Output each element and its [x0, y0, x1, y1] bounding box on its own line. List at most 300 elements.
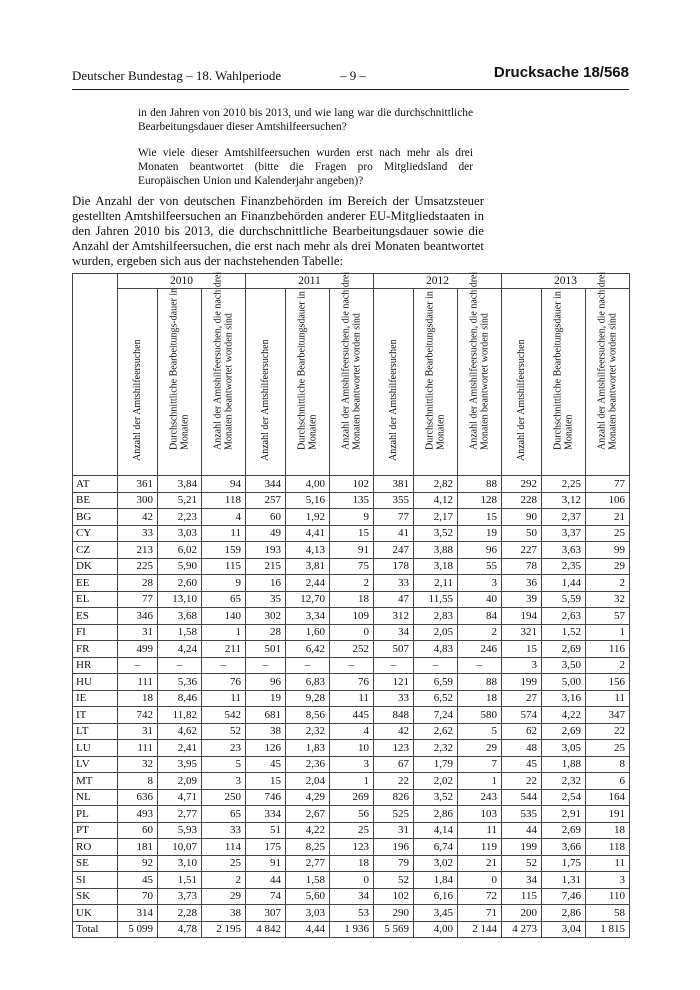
value-cell: 78 — [502, 558, 542, 575]
value-cell: 3 — [586, 872, 630, 889]
value-cell: 11,55 — [414, 591, 458, 608]
value-cell: 250 — [202, 789, 246, 806]
value-cell: 3,04 — [542, 921, 586, 938]
column-header — [414, 289, 458, 476]
value-cell: 2,86 — [414, 806, 458, 823]
value-cell: 2,32 — [414, 740, 458, 757]
value-cell: 2,60 — [158, 575, 202, 592]
value-cell: 25 — [586, 525, 630, 542]
value-cell: 111 — [118, 740, 158, 757]
table-row — [73, 641, 630, 658]
value-cell: 681 — [246, 707, 286, 724]
value-cell: 3,73 — [158, 888, 202, 905]
value-cell: 76 — [202, 674, 246, 691]
value-cell: 1 — [458, 773, 502, 790]
value-cell: 38 — [202, 905, 246, 922]
value-cell: – — [458, 657, 502, 674]
column-header-label: Durchschnittliche Bearbeitungsdauer in Monaten — [424, 291, 446, 450]
value-cell: 4,22 — [542, 707, 586, 724]
value-cell: – — [414, 657, 458, 674]
value-cell: 11 — [586, 855, 630, 872]
value-cell: 55 — [458, 558, 502, 575]
value-cell: 381 — [374, 476, 414, 493]
value-cell: 290 — [374, 905, 414, 922]
value-cell: 3,03 — [158, 525, 202, 542]
value-cell: 3,50 — [542, 657, 586, 674]
value-cell: 580 — [458, 707, 502, 724]
value-cell: 8,25 — [286, 839, 330, 856]
value-cell: 4,00 — [286, 476, 330, 493]
value-cell: 5,21 — [158, 492, 202, 509]
value-cell: 36 — [502, 575, 542, 592]
table-row — [73, 855, 630, 872]
value-cell: 41 — [374, 525, 414, 542]
value-cell: 4,83 — [414, 641, 458, 658]
value-cell: 193 — [246, 542, 286, 559]
value-cell: 2,02 — [414, 773, 458, 790]
value-cell: 3,95 — [158, 756, 202, 773]
column-header-row — [73, 289, 630, 476]
value-cell: 77 — [586, 476, 630, 493]
value-cell: 2,05 — [414, 624, 458, 641]
value-cell: 23 — [202, 740, 246, 757]
country-code-cell: SK — [73, 888, 118, 905]
column-header-label: Anzahl der Amtshilfeersuchen — [131, 338, 143, 461]
column-header — [286, 289, 330, 476]
value-cell: 2,28 — [158, 905, 202, 922]
value-cell: 47 — [374, 591, 414, 608]
value-cell: 128 — [458, 492, 502, 509]
country-code-cell: Total — [73, 921, 118, 938]
country-code-cell: RO — [73, 839, 118, 856]
column-header — [458, 271, 502, 476]
column-header — [158, 289, 202, 476]
value-cell: 2,69 — [542, 822, 586, 839]
value-cell: 21 — [586, 509, 630, 526]
value-cell: 115 — [502, 888, 542, 905]
value-cell: 11 — [586, 690, 630, 707]
value-cell: 3,84 — [158, 476, 202, 493]
value-cell: 4,62 — [158, 723, 202, 740]
value-cell: 19 — [458, 525, 502, 542]
value-cell: 2,35 — [542, 558, 586, 575]
value-cell: 52 — [502, 855, 542, 872]
value-cell: 826 — [374, 789, 414, 806]
table-row — [73, 723, 630, 740]
value-cell: 3,37 — [542, 525, 586, 542]
value-cell: 6 — [586, 773, 630, 790]
country-code-cell: LU — [73, 740, 118, 757]
value-cell: 99 — [586, 542, 630, 559]
value-cell: 2,77 — [286, 855, 330, 872]
document-number — [494, 64, 629, 81]
value-cell: 1,84 — [414, 872, 458, 889]
table-row — [73, 905, 630, 922]
value-cell: 243 — [458, 789, 502, 806]
page-header — [72, 64, 629, 92]
value-cell: 196 — [374, 839, 414, 856]
value-cell: 6,59 — [414, 674, 458, 691]
value-cell: 25 — [586, 740, 630, 757]
value-cell: 292 — [502, 476, 542, 493]
value-cell: 88 — [458, 674, 502, 691]
value-cell: 4,24 — [158, 641, 202, 658]
value-cell: 32 — [586, 591, 630, 608]
country-code-cell: PT — [73, 822, 118, 839]
table-row — [73, 624, 630, 641]
value-cell: 2,44 — [286, 575, 330, 592]
value-cell: 2,04 — [286, 773, 330, 790]
value-cell: 215 — [246, 558, 286, 575]
value-cell: 2,62 — [414, 723, 458, 740]
value-cell: 15 — [330, 525, 374, 542]
value-cell: 102 — [374, 888, 414, 905]
value-cell: 269 — [330, 789, 374, 806]
column-header — [542, 289, 586, 476]
value-cell: 2 — [202, 872, 246, 889]
value-cell: 4 — [202, 509, 246, 526]
value-cell: 32 — [118, 756, 158, 773]
value-cell: 0 — [458, 872, 502, 889]
table-row — [73, 740, 630, 757]
table-row — [73, 707, 630, 724]
country-code-cell: AT — [73, 476, 118, 493]
value-cell: 106 — [586, 492, 630, 509]
table-row — [73, 888, 630, 905]
table-row — [73, 525, 630, 542]
value-cell: 34 — [502, 872, 542, 889]
value-cell: 6,74 — [414, 839, 458, 856]
country-code-cell: BE — [73, 492, 118, 509]
value-cell: 31 — [374, 822, 414, 839]
value-cell: 103 — [458, 806, 502, 823]
value-cell: 2,67 — [286, 806, 330, 823]
value-cell: 1,51 — [158, 872, 202, 889]
value-cell: 493 — [118, 806, 158, 823]
value-cell: 5 — [458, 723, 502, 740]
value-cell: 302 — [246, 608, 286, 625]
table-row — [73, 822, 630, 839]
value-cell: 118 — [586, 839, 630, 856]
country-code-cell: LT — [73, 723, 118, 740]
column-header — [202, 271, 246, 476]
value-cell: 1,79 — [414, 756, 458, 773]
value-cell: 4,44 — [286, 921, 330, 938]
value-cell: 2,32 — [286, 723, 330, 740]
value-cell: 34 — [330, 888, 374, 905]
value-cell: 102 — [330, 476, 374, 493]
value-cell: 11,82 — [158, 707, 202, 724]
value-cell: 1,52 — [542, 624, 586, 641]
value-cell: 10,07 — [158, 839, 202, 856]
corner-cell — [73, 274, 118, 476]
value-cell: 8,56 — [286, 707, 330, 724]
value-cell: 60 — [118, 822, 158, 839]
value-cell: 33 — [118, 525, 158, 542]
value-cell: 3,34 — [286, 608, 330, 625]
value-cell: 16 — [246, 575, 286, 592]
value-cell: 34 — [374, 624, 414, 641]
value-cell: 77 — [374, 509, 414, 526]
question-text-2: Wie viele dieser Amtshilfeersuchen wurden erst nach mehr als drei Monaten beantwortet (bitte die Fragen pro Mitgliedsland der Europäischen Union und Kalenderjahr angeben)? — [138, 147, 473, 187]
value-cell: 3 — [330, 756, 374, 773]
value-cell: 3,63 — [542, 542, 586, 559]
value-cell: 4,12 — [414, 492, 458, 509]
value-cell: 5,00 — [542, 674, 586, 691]
value-cell: 3,66 — [542, 839, 586, 856]
value-cell: 191 — [586, 806, 630, 823]
value-cell: 2,63 — [542, 608, 586, 625]
country-code-cell: NL — [73, 789, 118, 806]
value-cell: 123 — [330, 839, 374, 856]
value-cell: 1,58 — [158, 624, 202, 641]
value-cell: 12,70 — [286, 591, 330, 608]
value-cell: 70 — [118, 888, 158, 905]
year-header: 2010 — [118, 274, 246, 289]
value-cell: 2,25 — [542, 476, 586, 493]
country-code-cell: DK — [73, 558, 118, 575]
value-cell: 18 — [118, 690, 158, 707]
column-header-label: Anzahl der Amtshilfeersuchen, die nach drei Monaten beantwortet worden sind — [340, 271, 362, 450]
value-cell: 1,83 — [286, 740, 330, 757]
table-row — [73, 690, 630, 707]
column-header-label: Durchschnittliche Bearbeitungs-dauer in Monaten — [168, 287, 190, 450]
value-cell: 346 — [118, 608, 158, 625]
value-cell: 60 — [246, 509, 286, 526]
value-cell: 10 — [330, 740, 374, 757]
column-header — [586, 271, 630, 476]
value-cell: 96 — [246, 674, 286, 691]
value-cell: 4,78 — [158, 921, 202, 938]
year-header: 2011 — [246, 274, 374, 289]
value-cell: 38 — [246, 723, 286, 740]
value-cell: 2,36 — [286, 756, 330, 773]
value-cell: 91 — [330, 542, 374, 559]
parliament-label: Deutscher Bundestag – 18. Wahlperiode — [72, 68, 282, 83]
value-cell: 252 — [330, 641, 374, 658]
value-cell: 4,13 — [286, 542, 330, 559]
value-cell: 1 815 — [586, 921, 630, 938]
country-code-cell: HU — [73, 674, 118, 691]
column-header-label: Anzahl der Amtshilfeersuchen, die nach drei Monaten beantwortet worden sind — [212, 271, 234, 450]
value-cell: 40 — [458, 591, 502, 608]
column-header-label: Anzahl der Amtshilfeersuchen — [387, 338, 399, 461]
value-cell: 21 — [458, 855, 502, 872]
value-cell: 2,41 — [158, 740, 202, 757]
value-cell: 3 — [502, 657, 542, 674]
value-cell: – — [246, 657, 286, 674]
value-cell: 7,46 — [542, 888, 586, 905]
value-cell: 1,44 — [542, 575, 586, 592]
value-cell: 77 — [118, 591, 158, 608]
country-code-cell: ES — [73, 608, 118, 625]
value-cell: 6,52 — [414, 690, 458, 707]
column-header-label: Durchschnittliche Bearbeitungsdauer in Monaten — [552, 291, 574, 450]
value-cell: 135 — [330, 492, 374, 509]
value-cell: 49 — [246, 525, 286, 542]
doc-number: 568 — [603, 64, 629, 81]
column-header-label: Durchschnittliche Bearbeitungsdauer in Monaten — [296, 291, 318, 450]
value-cell: 7,24 — [414, 707, 458, 724]
value-cell: 4,71 — [158, 789, 202, 806]
value-cell: 2,23 — [158, 509, 202, 526]
value-cell: 25 — [202, 855, 246, 872]
value-cell: 156 — [586, 674, 630, 691]
value-cell: 0 — [330, 872, 374, 889]
value-cell: 321 — [502, 624, 542, 641]
value-cell: – — [118, 657, 158, 674]
value-cell: 71 — [458, 905, 502, 922]
value-cell: 2 — [330, 575, 374, 592]
value-cell: 1,58 — [286, 872, 330, 889]
value-cell: 45 — [502, 756, 542, 773]
year-header: 2012 — [374, 274, 502, 289]
column-header — [330, 271, 374, 476]
value-cell: 88 — [458, 476, 502, 493]
value-cell: 7 — [458, 756, 502, 773]
value-cell: – — [286, 657, 330, 674]
value-cell: 3,81 — [286, 558, 330, 575]
value-cell: 8 — [586, 756, 630, 773]
value-cell: 1,92 — [286, 509, 330, 526]
value-cell: 119 — [458, 839, 502, 856]
column-header — [118, 289, 158, 476]
table-row — [73, 806, 630, 823]
column-header — [374, 289, 414, 476]
value-cell: 347 — [586, 707, 630, 724]
value-cell: 62 — [502, 723, 542, 740]
value-cell: 3,18 — [414, 558, 458, 575]
value-cell: 114 — [202, 839, 246, 856]
value-cell: 3,12 — [542, 492, 586, 509]
country-code-cell: HR — [73, 657, 118, 674]
value-cell: 3,45 — [414, 905, 458, 922]
country-code-cell: FI — [73, 624, 118, 641]
value-cell: 2,54 — [542, 789, 586, 806]
value-cell: 67 — [374, 756, 414, 773]
value-cell: 19 — [246, 690, 286, 707]
value-cell: 199 — [502, 839, 542, 856]
value-cell: 90 — [502, 509, 542, 526]
value-cell: 2,17 — [414, 509, 458, 526]
value-cell: 45 — [246, 756, 286, 773]
value-cell: 109 — [330, 608, 374, 625]
value-cell: – — [158, 657, 202, 674]
value-cell: 2 195 — [202, 921, 246, 938]
value-cell: 33 — [374, 575, 414, 592]
value-cell: 44 — [502, 822, 542, 839]
column-header-label: Anzahl der Amtshilfeersuchen — [515, 338, 527, 461]
value-cell: 3,88 — [414, 542, 458, 559]
value-cell: 75 — [330, 558, 374, 575]
value-cell: 50 — [502, 525, 542, 542]
value-cell: 1,60 — [286, 624, 330, 641]
value-cell: 535 — [502, 806, 542, 823]
value-cell: 361 — [118, 476, 158, 493]
value-cell: 4 — [330, 723, 374, 740]
value-cell: 15 — [246, 773, 286, 790]
value-cell: 22 — [586, 723, 630, 740]
value-cell: 84 — [458, 608, 502, 625]
table-row — [73, 575, 630, 592]
value-cell: 121 — [374, 674, 414, 691]
value-cell: 3,52 — [414, 789, 458, 806]
table-row — [73, 773, 630, 790]
value-cell: 334 — [246, 806, 286, 823]
table-row — [73, 839, 630, 856]
table-row — [73, 492, 630, 509]
value-cell: 18 — [458, 690, 502, 707]
value-cell: 3,16 — [542, 690, 586, 707]
value-cell: 355 — [374, 492, 414, 509]
value-cell: 5,59 — [542, 591, 586, 608]
country-code-cell: CY — [73, 525, 118, 542]
value-cell: 57 — [586, 608, 630, 625]
value-cell: 501 — [246, 641, 286, 658]
value-cell: 2,69 — [542, 641, 586, 658]
value-cell: 246 — [458, 641, 502, 658]
value-cell: 8 — [118, 773, 158, 790]
value-cell: 175 — [246, 839, 286, 856]
value-cell: 3 — [202, 773, 246, 790]
value-cell: 2,32 — [542, 773, 586, 790]
value-cell: 9 — [330, 509, 374, 526]
country-code-cell: EE — [73, 575, 118, 592]
value-cell: 111 — [118, 674, 158, 691]
value-cell: 3,03 — [286, 905, 330, 922]
value-cell: 9,28 — [286, 690, 330, 707]
value-cell: 94 — [202, 476, 246, 493]
value-cell: 0 — [330, 624, 374, 641]
value-cell: 312 — [374, 608, 414, 625]
table-row — [73, 872, 630, 889]
value-cell: 2,82 — [414, 476, 458, 493]
value-cell: 1 936 — [330, 921, 374, 938]
value-cell: 51 — [246, 822, 286, 839]
value-cell: 39 — [502, 591, 542, 608]
value-cell: 115 — [202, 558, 246, 575]
value-cell: 25 — [330, 822, 374, 839]
requests-table — [72, 273, 630, 938]
value-cell: 35 — [246, 591, 286, 608]
value-cell: 22 — [502, 773, 542, 790]
value-cell: 2 — [458, 624, 502, 641]
value-cell: 3,52 — [414, 525, 458, 542]
table-row — [73, 608, 630, 625]
value-cell: 3,02 — [414, 855, 458, 872]
value-cell: 123 — [374, 740, 414, 757]
value-cell: 29 — [586, 558, 630, 575]
value-cell: 300 — [118, 492, 158, 509]
value-cell: 307 — [246, 905, 286, 922]
value-cell: 211 — [202, 641, 246, 658]
table-row — [73, 789, 630, 806]
value-cell: 72 — [458, 888, 502, 905]
table-row — [73, 756, 630, 773]
value-cell: 1 — [330, 773, 374, 790]
value-cell: 31 — [118, 723, 158, 740]
value-cell: 74 — [246, 888, 286, 905]
value-cell: 6,16 — [414, 888, 458, 905]
value-cell: 29 — [202, 888, 246, 905]
value-cell: 1,88 — [542, 756, 586, 773]
value-cell: 2,11 — [414, 575, 458, 592]
table-row — [73, 674, 630, 691]
value-cell: 848 — [374, 707, 414, 724]
value-cell: 6,02 — [158, 542, 202, 559]
value-cell: 5 569 — [374, 921, 414, 938]
value-cell: 18 — [330, 591, 374, 608]
